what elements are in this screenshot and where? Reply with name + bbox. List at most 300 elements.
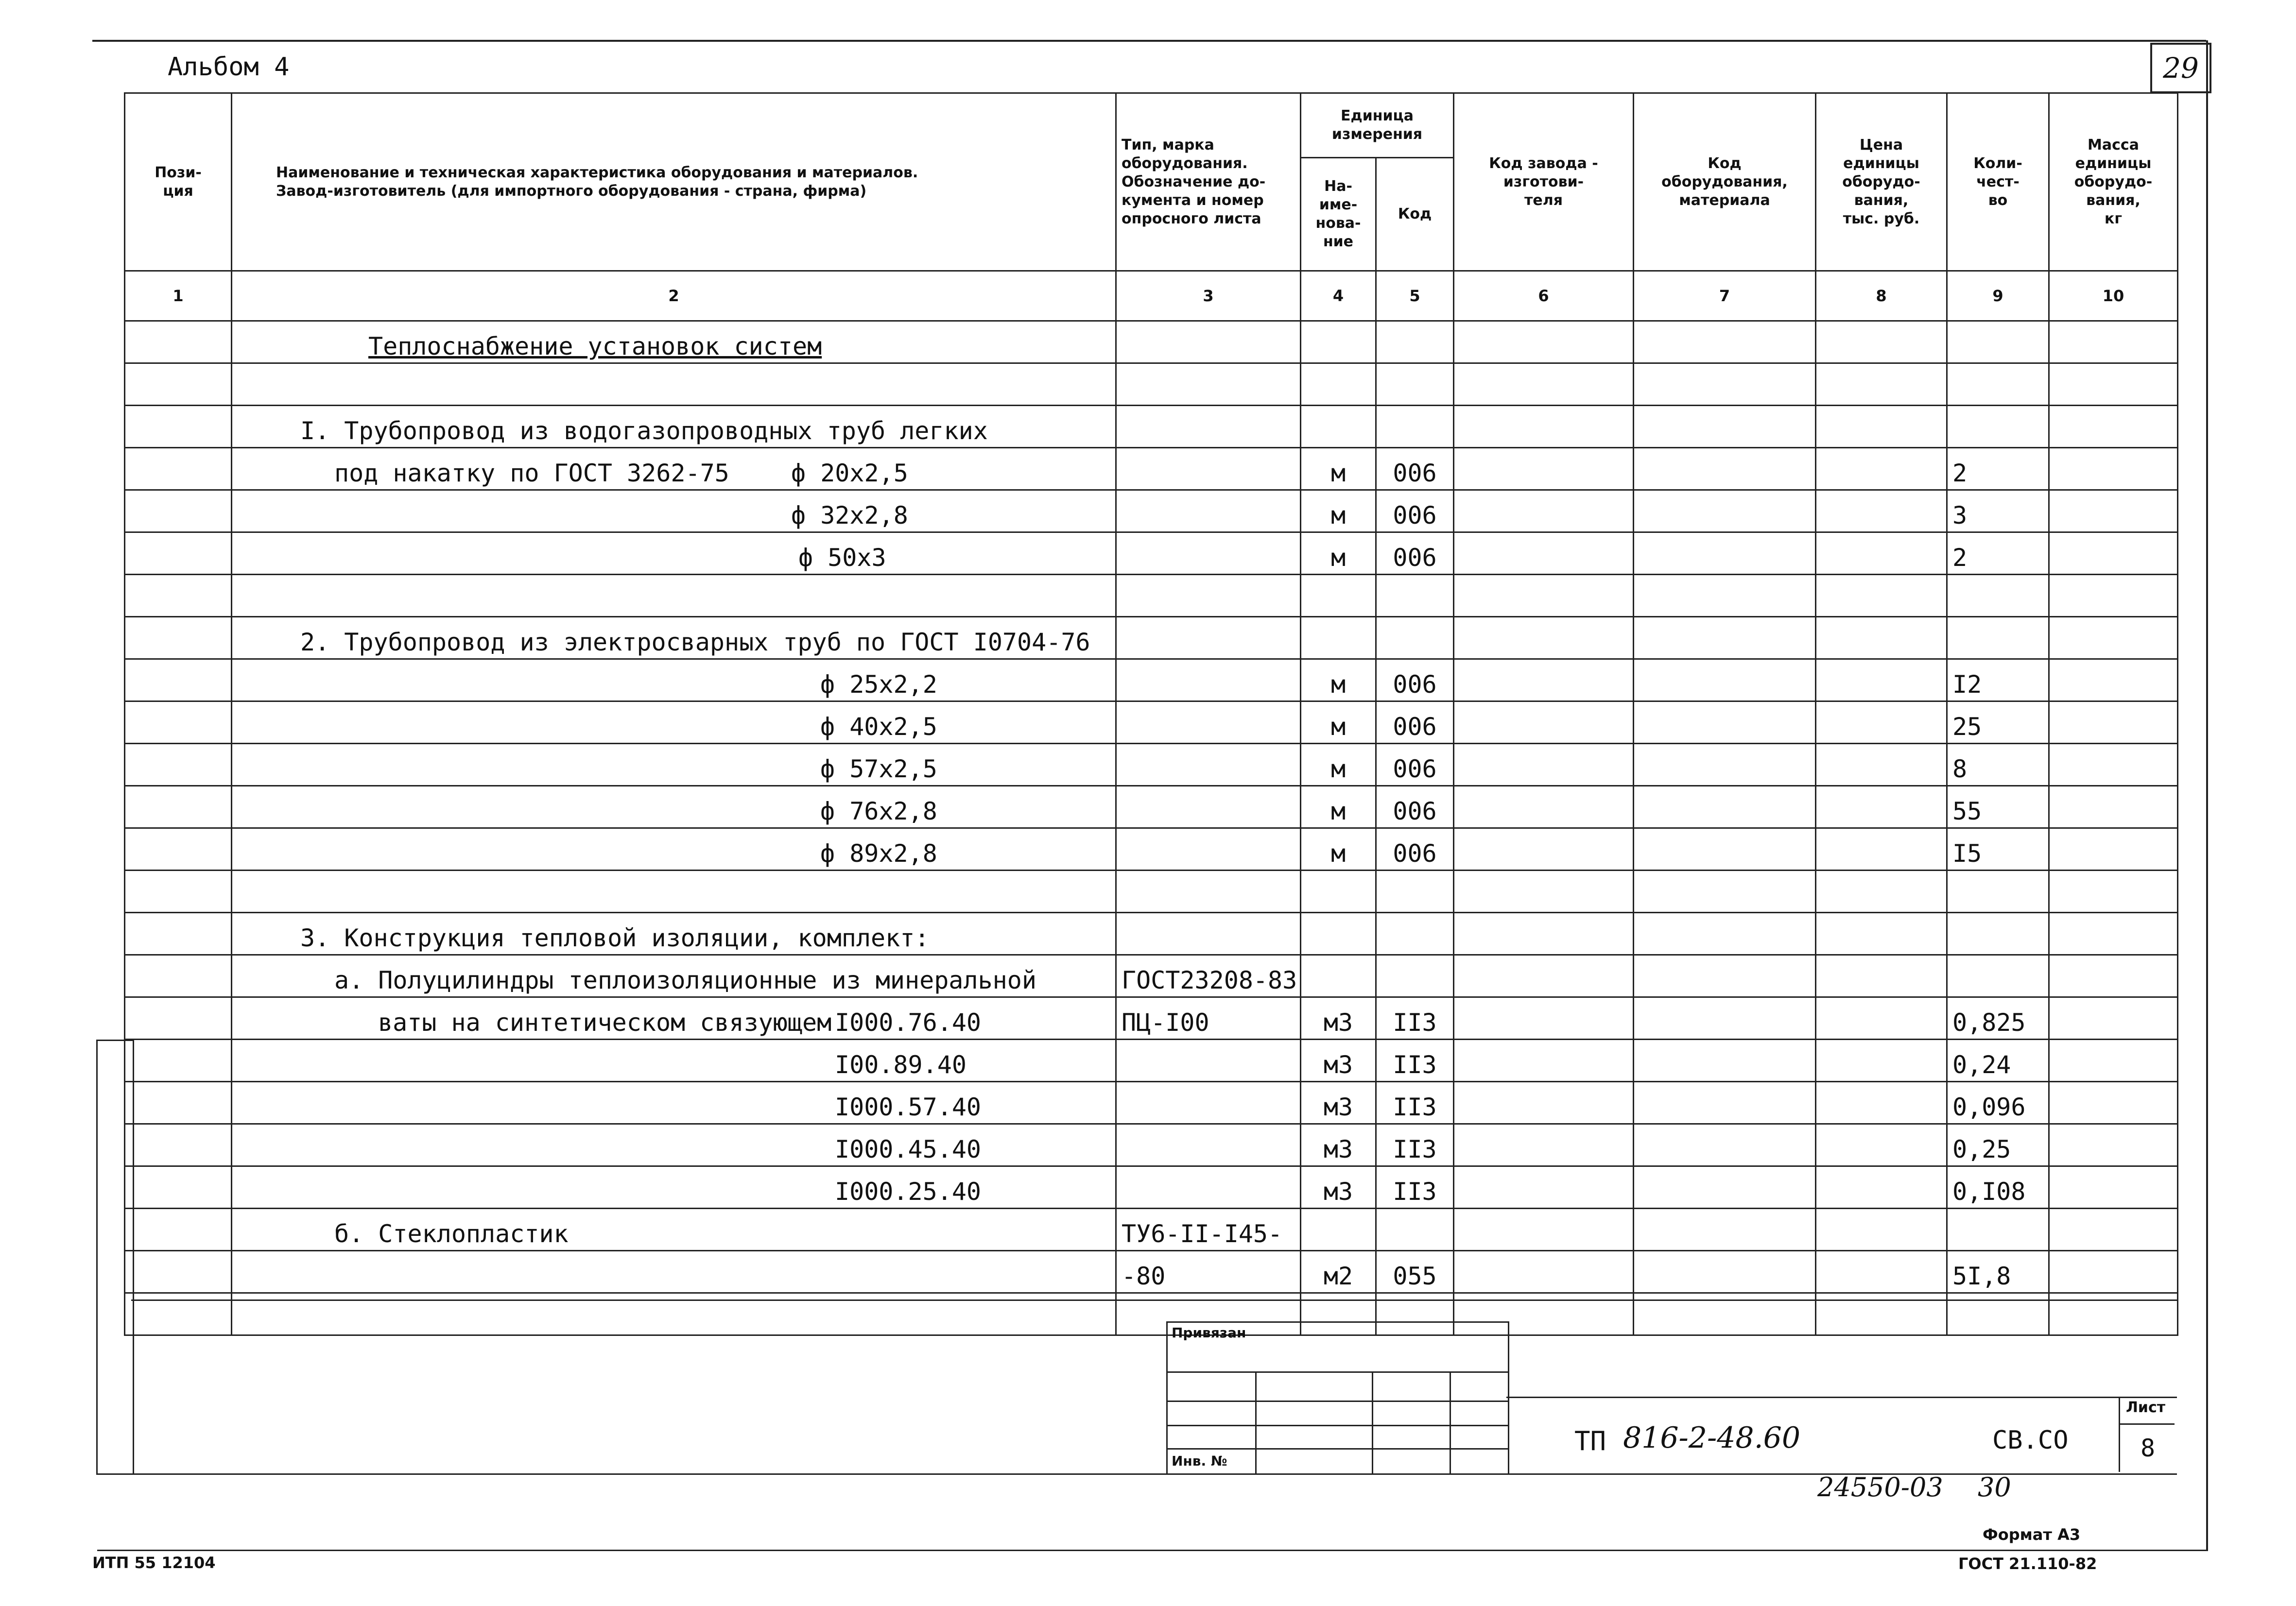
cell-mass: [2049, 913, 2178, 955]
cell-price: [1816, 1124, 1947, 1166]
col-header-position: Пози- ция: [125, 93, 232, 271]
col-header-name: Наименование и техническая характеристика оборудования и материалов. Завод-изготовитель (для импортного оборудования - страна, фирма): [232, 93, 1116, 271]
table-row: [125, 744, 2178, 786]
cell-type: [1116, 913, 1301, 955]
cell-quantity: 8: [1947, 744, 2049, 786]
cell-material-code: [1634, 406, 1816, 448]
cell-material-code: [1634, 448, 1816, 490]
col-header-factory-code: Код завода - изготови- теля: [1454, 93, 1634, 271]
cell-type: [1116, 828, 1301, 871]
cell-factory-code: [1454, 828, 1634, 871]
cell-unit-code: [1376, 321, 1454, 363]
cell-position: [125, 997, 232, 1040]
cell-unit-code: [1376, 617, 1454, 659]
cell-type: [1116, 406, 1301, 448]
cell-position: [125, 701, 232, 744]
format-label: Формат А3: [1983, 1525, 2081, 1544]
cell-material-code: [1634, 786, 1816, 828]
cell-position: [125, 1124, 232, 1166]
cell-quantity: [1947, 913, 2049, 955]
cell-factory-code: [1454, 701, 1634, 744]
table-row: [125, 617, 2178, 659]
cell-factory-code: [1454, 617, 1634, 659]
cell-unit-code: [1376, 955, 1454, 997]
cell-type: [1116, 490, 1301, 532]
cell-material-code: [1634, 701, 1816, 744]
cell-name: [232, 1124, 1116, 1166]
cell-name: [232, 448, 1116, 490]
cell-unit: м: [1301, 532, 1376, 575]
col-header-unit-name: На- име- нова- ние: [1301, 158, 1376, 271]
cell-name: [232, 913, 1116, 955]
cell-unit: [1301, 321, 1376, 363]
cell-type: [1116, 363, 1301, 406]
cell-position: [125, 744, 232, 786]
cell-name: [232, 701, 1116, 744]
doc-code: 816-2-48.60: [1623, 1421, 1801, 1455]
cell-price: [1816, 448, 1947, 490]
table-row: [125, 659, 2178, 701]
cell-mass: [2049, 1124, 2178, 1166]
cell-price: [1816, 1166, 1947, 1209]
album-label: Альбом 4: [168, 52, 290, 82]
cell-type: -80: [1116, 1251, 1301, 1293]
cell-mass: [2049, 1209, 2178, 1251]
item-spec: ф 89х2,8: [820, 839, 937, 868]
cell-name: [232, 406, 1116, 448]
standard-label: ГОСТ 21.110-82: [1958, 1555, 2097, 1573]
cell-factory-code: [1454, 1040, 1634, 1082]
item-name: б. Стеклопластик: [334, 1220, 569, 1248]
cell-quantity: 55: [1947, 786, 2049, 828]
table-row: [125, 786, 2178, 828]
cell-factory-code: [1454, 406, 1634, 448]
cell-position: [125, 955, 232, 997]
cell-name: [232, 1082, 1116, 1124]
cell-position: [125, 786, 232, 828]
cell-position: [125, 1082, 232, 1124]
cell-quantity: [1947, 871, 2049, 913]
cell-quantity: 25: [1947, 701, 2049, 744]
cell-factory-code: [1454, 659, 1634, 701]
cell-factory-code: [1454, 1166, 1634, 1209]
item-name: 2. Трубопровод из электросварных труб по ГОСТ I0704-76: [300, 628, 1090, 656]
cell-factory-code: [1454, 532, 1634, 575]
cell-name: [232, 997, 1116, 1040]
table-row: [125, 1251, 2178, 1293]
cell-type: [1116, 575, 1301, 617]
cell-unit-code: [1376, 363, 1454, 406]
bound-label: Привязан: [1172, 1325, 1246, 1341]
item-spec: ф 76х2,8: [820, 797, 937, 825]
cell-quantity: 0,825: [1947, 997, 2049, 1040]
cell-unit: м3: [1301, 1082, 1376, 1124]
cell-unit: [1301, 955, 1376, 997]
table-row: [125, 1124, 2178, 1166]
cell-quantity: 5I,8: [1947, 1251, 2049, 1293]
cell-mass: [2049, 363, 2178, 406]
item-spec: I000.57.40: [835, 1093, 982, 1121]
cell-mass: [2049, 1082, 2178, 1124]
item-spec: I000.25.40: [835, 1178, 982, 1206]
cell-price: [1816, 1082, 1947, 1124]
cell-unit-code: 006: [1376, 532, 1454, 575]
cell-unit: м: [1301, 448, 1376, 490]
cell-unit-code: 006: [1376, 786, 1454, 828]
cell-unit: м: [1301, 701, 1376, 744]
cell-factory-code: [1454, 871, 1634, 913]
col-header-material-code: Код оборудования, материала: [1634, 93, 1816, 271]
cell-position: [125, 913, 232, 955]
cell-name: [232, 1040, 1116, 1082]
cell-unit: м3: [1301, 1166, 1376, 1209]
binding-stamp: [1166, 1321, 1509, 1475]
cell-unit-code: II3: [1376, 1040, 1454, 1082]
col-header-mass: Масса единицы оборудо- вания, кг: [2049, 93, 2178, 271]
cell-quantity: 0,25: [1947, 1124, 2049, 1166]
cell-position: [125, 1040, 232, 1082]
handwritten-page: 30: [1978, 1472, 2011, 1503]
item-name: а. Полуцилиндры теплоизоляционные из минеральной: [334, 966, 1036, 994]
cell-name: [232, 490, 1116, 532]
cell-position: [125, 448, 232, 490]
cell-factory-code: [1454, 913, 1634, 955]
table-row: [125, 1082, 2178, 1124]
cell-material-code: [1634, 532, 1816, 575]
cell-name: [232, 617, 1116, 659]
cell-material-code: [1634, 363, 1816, 406]
cell-material-code: [1634, 575, 1816, 617]
cell-mass: [2049, 490, 2178, 532]
cell-material-code: [1634, 1166, 1816, 1209]
cell-unit-code: II3: [1376, 1082, 1454, 1124]
cell-unit: м3: [1301, 1040, 1376, 1082]
handwritten-inventory: 24550-03: [1817, 1472, 1943, 1503]
item-name: I. Трубопровод из водогазопроводных труб легких: [300, 417, 988, 445]
cell-factory-code: [1454, 1124, 1634, 1166]
cell-type: [1116, 744, 1301, 786]
cell-name: [232, 321, 1116, 363]
cell-price: [1816, 871, 1947, 913]
cell-type: [1116, 1040, 1301, 1082]
bottom-rule: [97, 1550, 2206, 1551]
cell-position: [125, 828, 232, 871]
cell-price: [1816, 786, 1947, 828]
stamp-outer-frame: [131, 1299, 2177, 1475]
cell-price: [1816, 1209, 1947, 1251]
cell-material-code: [1634, 997, 1816, 1040]
col-number-2: 2: [232, 271, 1116, 321]
cell-price: [1816, 828, 1947, 871]
cell-unit: [1301, 1209, 1376, 1251]
sheet-number-box: 29: [2150, 43, 2211, 93]
cell-unit-code: [1376, 575, 1454, 617]
cell-position: [125, 1209, 232, 1251]
cell-price: [1816, 532, 1947, 575]
cell-unit-code: 006: [1376, 448, 1454, 490]
cell-type: [1116, 532, 1301, 575]
cell-position: [125, 617, 232, 659]
table-row: [125, 871, 2178, 913]
sheet-label: Лист: [2126, 1399, 2166, 1416]
item-name: Теплоснабжение установок систем: [368, 332, 822, 360]
cell-quantity: [1947, 575, 2049, 617]
item-spec: ф 20х2,5: [791, 459, 908, 487]
item-name: под накатку по ГОСТ 3262-75: [334, 459, 729, 487]
item-spec: I00.89.40: [835, 1051, 967, 1079]
cell-type: [1116, 701, 1301, 744]
table-row: [125, 1040, 2178, 1082]
cell-material-code: [1634, 617, 1816, 659]
cell-price: [1816, 997, 1947, 1040]
cell-mass: [2049, 871, 2178, 913]
cell-unit: м: [1301, 744, 1376, 786]
cell-name: [232, 744, 1116, 786]
table-row: [125, 532, 2178, 575]
cell-name: [232, 659, 1116, 701]
section-code: СВ.СО: [1992, 1426, 2069, 1455]
printer-mark: ИТП 55 12104: [92, 1554, 216, 1572]
cell-quantity: I2: [1947, 659, 2049, 701]
table-row: [125, 363, 2178, 406]
cell-factory-code: [1454, 363, 1634, 406]
table-row: [125, 955, 2178, 997]
cell-price: [1816, 659, 1947, 701]
cell-unit-code: 006: [1376, 659, 1454, 701]
cell-factory-code: [1454, 321, 1634, 363]
cell-type: [1116, 659, 1301, 701]
cell-material-code: [1634, 744, 1816, 786]
cell-unit-code: 006: [1376, 701, 1454, 744]
col-number-3: 3: [1116, 271, 1301, 321]
col-number-7: 7: [1634, 271, 1816, 321]
cell-unit: м: [1301, 490, 1376, 532]
cell-type: ТУ6-II-I45-: [1116, 1209, 1301, 1251]
cell-price: [1816, 363, 1947, 406]
cell-quantity: 0,I08: [1947, 1166, 2049, 1209]
cell-factory-code: [1454, 490, 1634, 532]
cell-unit-code: 055: [1376, 1251, 1454, 1293]
cell-name: [232, 786, 1116, 828]
cell-mass: [2049, 659, 2178, 701]
col-number-9: 9: [1947, 271, 2049, 321]
table-row: [125, 1166, 2178, 1209]
cell-quantity: 3: [1947, 490, 2049, 532]
cell-name: [232, 363, 1116, 406]
cell-unit: [1301, 363, 1376, 406]
cell-unit-code: II3: [1376, 997, 1454, 1040]
cell-unit: [1301, 617, 1376, 659]
cell-factory-code: [1454, 1082, 1634, 1124]
cell-price: [1816, 490, 1947, 532]
item-name: 3. Конструкция тепловой изоляции, комплект:: [300, 924, 930, 952]
col-number-1: 1: [125, 271, 232, 321]
col-number-4: 4: [1301, 271, 1376, 321]
item-spec: ф 32х2,8: [791, 501, 908, 530]
col-number-8: 8: [1816, 271, 1947, 321]
cell-unit-code: II3: [1376, 1124, 1454, 1166]
cell-factory-code: [1454, 997, 1634, 1040]
item-spec: ф 50х3: [798, 544, 886, 572]
cell-price: [1816, 955, 1947, 997]
table-row: [125, 490, 2178, 532]
item-spec: I000.76.40: [835, 1008, 982, 1037]
cell-mass: [2049, 532, 2178, 575]
cell-name: [232, 1209, 1116, 1251]
cell-factory-code: [1454, 448, 1634, 490]
cell-type: ГОСТ23208-83: [1116, 955, 1301, 997]
cell-unit: м3: [1301, 997, 1376, 1040]
sheet-value: 8: [2141, 1434, 2156, 1462]
cell-quantity: [1947, 955, 2049, 997]
table-row: [125, 1209, 2178, 1251]
cell-material-code: [1634, 490, 1816, 532]
cell-unit: м: [1301, 828, 1376, 871]
cell-mass: [2049, 1251, 2178, 1293]
item-spec: I000.45.40: [835, 1135, 982, 1163]
cell-price: [1816, 321, 1947, 363]
inv-label: Инв. №: [1172, 1453, 1227, 1469]
cell-unit: [1301, 575, 1376, 617]
cell-type: [1116, 1166, 1301, 1209]
cell-price: [1816, 617, 1947, 659]
table-row: [125, 406, 2178, 448]
cell-mass: [2049, 701, 2178, 744]
cell-material-code: [1634, 659, 1816, 701]
cell-type: [1116, 321, 1301, 363]
cell-position: [125, 659, 232, 701]
cell-type: [1116, 448, 1301, 490]
cell-position: [125, 532, 232, 575]
cell-material-code: [1634, 828, 1816, 871]
cell-price: [1816, 744, 1947, 786]
cell-type: [1116, 786, 1301, 828]
cell-factory-code: [1454, 1209, 1634, 1251]
table-row: [125, 701, 2178, 744]
cell-position: [125, 1251, 232, 1293]
sheet-box-divider: [2119, 1423, 2175, 1425]
cell-position: [125, 490, 232, 532]
cell-material-code: [1634, 871, 1816, 913]
cell-mass: [2049, 744, 2178, 786]
cell-unit: м3: [1301, 1124, 1376, 1166]
specification-table: [124, 92, 2178, 1336]
cell-unit-code: 006: [1376, 744, 1454, 786]
cell-unit: м: [1301, 786, 1376, 828]
cell-position: [125, 406, 232, 448]
table-row: [125, 575, 2178, 617]
col-header-quantity: Коли- чест- во: [1947, 93, 2049, 271]
cell-mass: [2049, 406, 2178, 448]
cell-type: [1116, 1124, 1301, 1166]
cell-name: [232, 532, 1116, 575]
table-row: [125, 913, 2178, 955]
cell-name: [232, 575, 1116, 617]
title-block-divider: [1506, 1397, 2177, 1398]
cell-name: [232, 871, 1116, 913]
cell-position: [125, 1166, 232, 1209]
cell-material-code: [1634, 1251, 1816, 1293]
cell-name: [232, 828, 1116, 871]
cell-material-code: [1634, 955, 1816, 997]
cell-quantity: I5: [1947, 828, 2049, 871]
cell-unit-code: 006: [1376, 490, 1454, 532]
cell-quantity: 2: [1947, 448, 2049, 490]
cell-mass: [2049, 1166, 2178, 1209]
col-number-5: 5: [1376, 271, 1454, 321]
cell-mass: [2049, 997, 2178, 1040]
cell-unit: [1301, 406, 1376, 448]
cell-quantity: [1947, 321, 2049, 363]
col-header-unit-group: Единица измерения: [1301, 93, 1454, 158]
cell-quantity: [1947, 617, 2049, 659]
cell-unit: [1301, 913, 1376, 955]
cell-quantity: 0,096: [1947, 1082, 2049, 1124]
item-spec: ф 40х2,5: [820, 713, 937, 741]
cell-factory-code: [1454, 786, 1634, 828]
cell-unit-code: [1376, 871, 1454, 913]
cell-unit: м: [1301, 659, 1376, 701]
table-row: [125, 828, 2178, 871]
cell-quantity: [1947, 1209, 2049, 1251]
cell-unit-code: [1376, 406, 1454, 448]
table-row: [125, 448, 2178, 490]
item-name: ваты на синтетическом связующем: [378, 1008, 832, 1037]
cell-material-code: [1634, 1040, 1816, 1082]
cell-price: [1816, 913, 1947, 955]
cell-mass: [2049, 1040, 2178, 1082]
cell-material-code: [1634, 913, 1816, 955]
cell-type: ПЦ-I00: [1116, 997, 1301, 1040]
cell-quantity: 2: [1947, 532, 2049, 575]
cell-quantity: [1947, 406, 2049, 448]
cell-name: [232, 955, 1116, 997]
cell-quantity: 0,24: [1947, 1040, 2049, 1082]
cell-price: [1816, 701, 1947, 744]
cell-price: [1816, 575, 1947, 617]
cell-name: [232, 1251, 1116, 1293]
cell-quantity: [1947, 363, 2049, 406]
cell-mass: [2049, 575, 2178, 617]
cell-unit-code: II3: [1376, 1166, 1454, 1209]
cell-material-code: [1634, 1124, 1816, 1166]
table-row: [125, 997, 2178, 1040]
cell-type: [1116, 871, 1301, 913]
col-header-type: Тип, марка оборудования. Обозначение до- кумента и номер опросного листа: [1116, 93, 1301, 271]
cell-mass: [2049, 828, 2178, 871]
cell-unit-code: 006: [1376, 828, 1454, 871]
cell-position: [125, 871, 232, 913]
cell-position: [125, 575, 232, 617]
cell-name: [232, 1166, 1116, 1209]
col-number-10: 10: [2049, 271, 2178, 321]
cell-material-code: [1634, 1209, 1816, 1251]
cell-unit: м2: [1301, 1251, 1376, 1293]
cell-material-code: [1634, 1082, 1816, 1124]
cell-factory-code: [1454, 1251, 1634, 1293]
cell-unit: [1301, 871, 1376, 913]
cell-unit-code: [1376, 913, 1454, 955]
col-header-unit-code: Код: [1376, 158, 1454, 271]
cell-factory-code: [1454, 744, 1634, 786]
cell-mass: [2049, 955, 2178, 997]
cell-type: [1116, 617, 1301, 659]
doc-code-prefix: ТП: [1574, 1426, 1606, 1456]
col-header-price: Цена единицы оборудо- вания, тыс. руб.: [1816, 93, 1947, 271]
col-number-6: 6: [1454, 271, 1634, 321]
cell-position: [125, 321, 232, 363]
cell-type: [1116, 1082, 1301, 1124]
